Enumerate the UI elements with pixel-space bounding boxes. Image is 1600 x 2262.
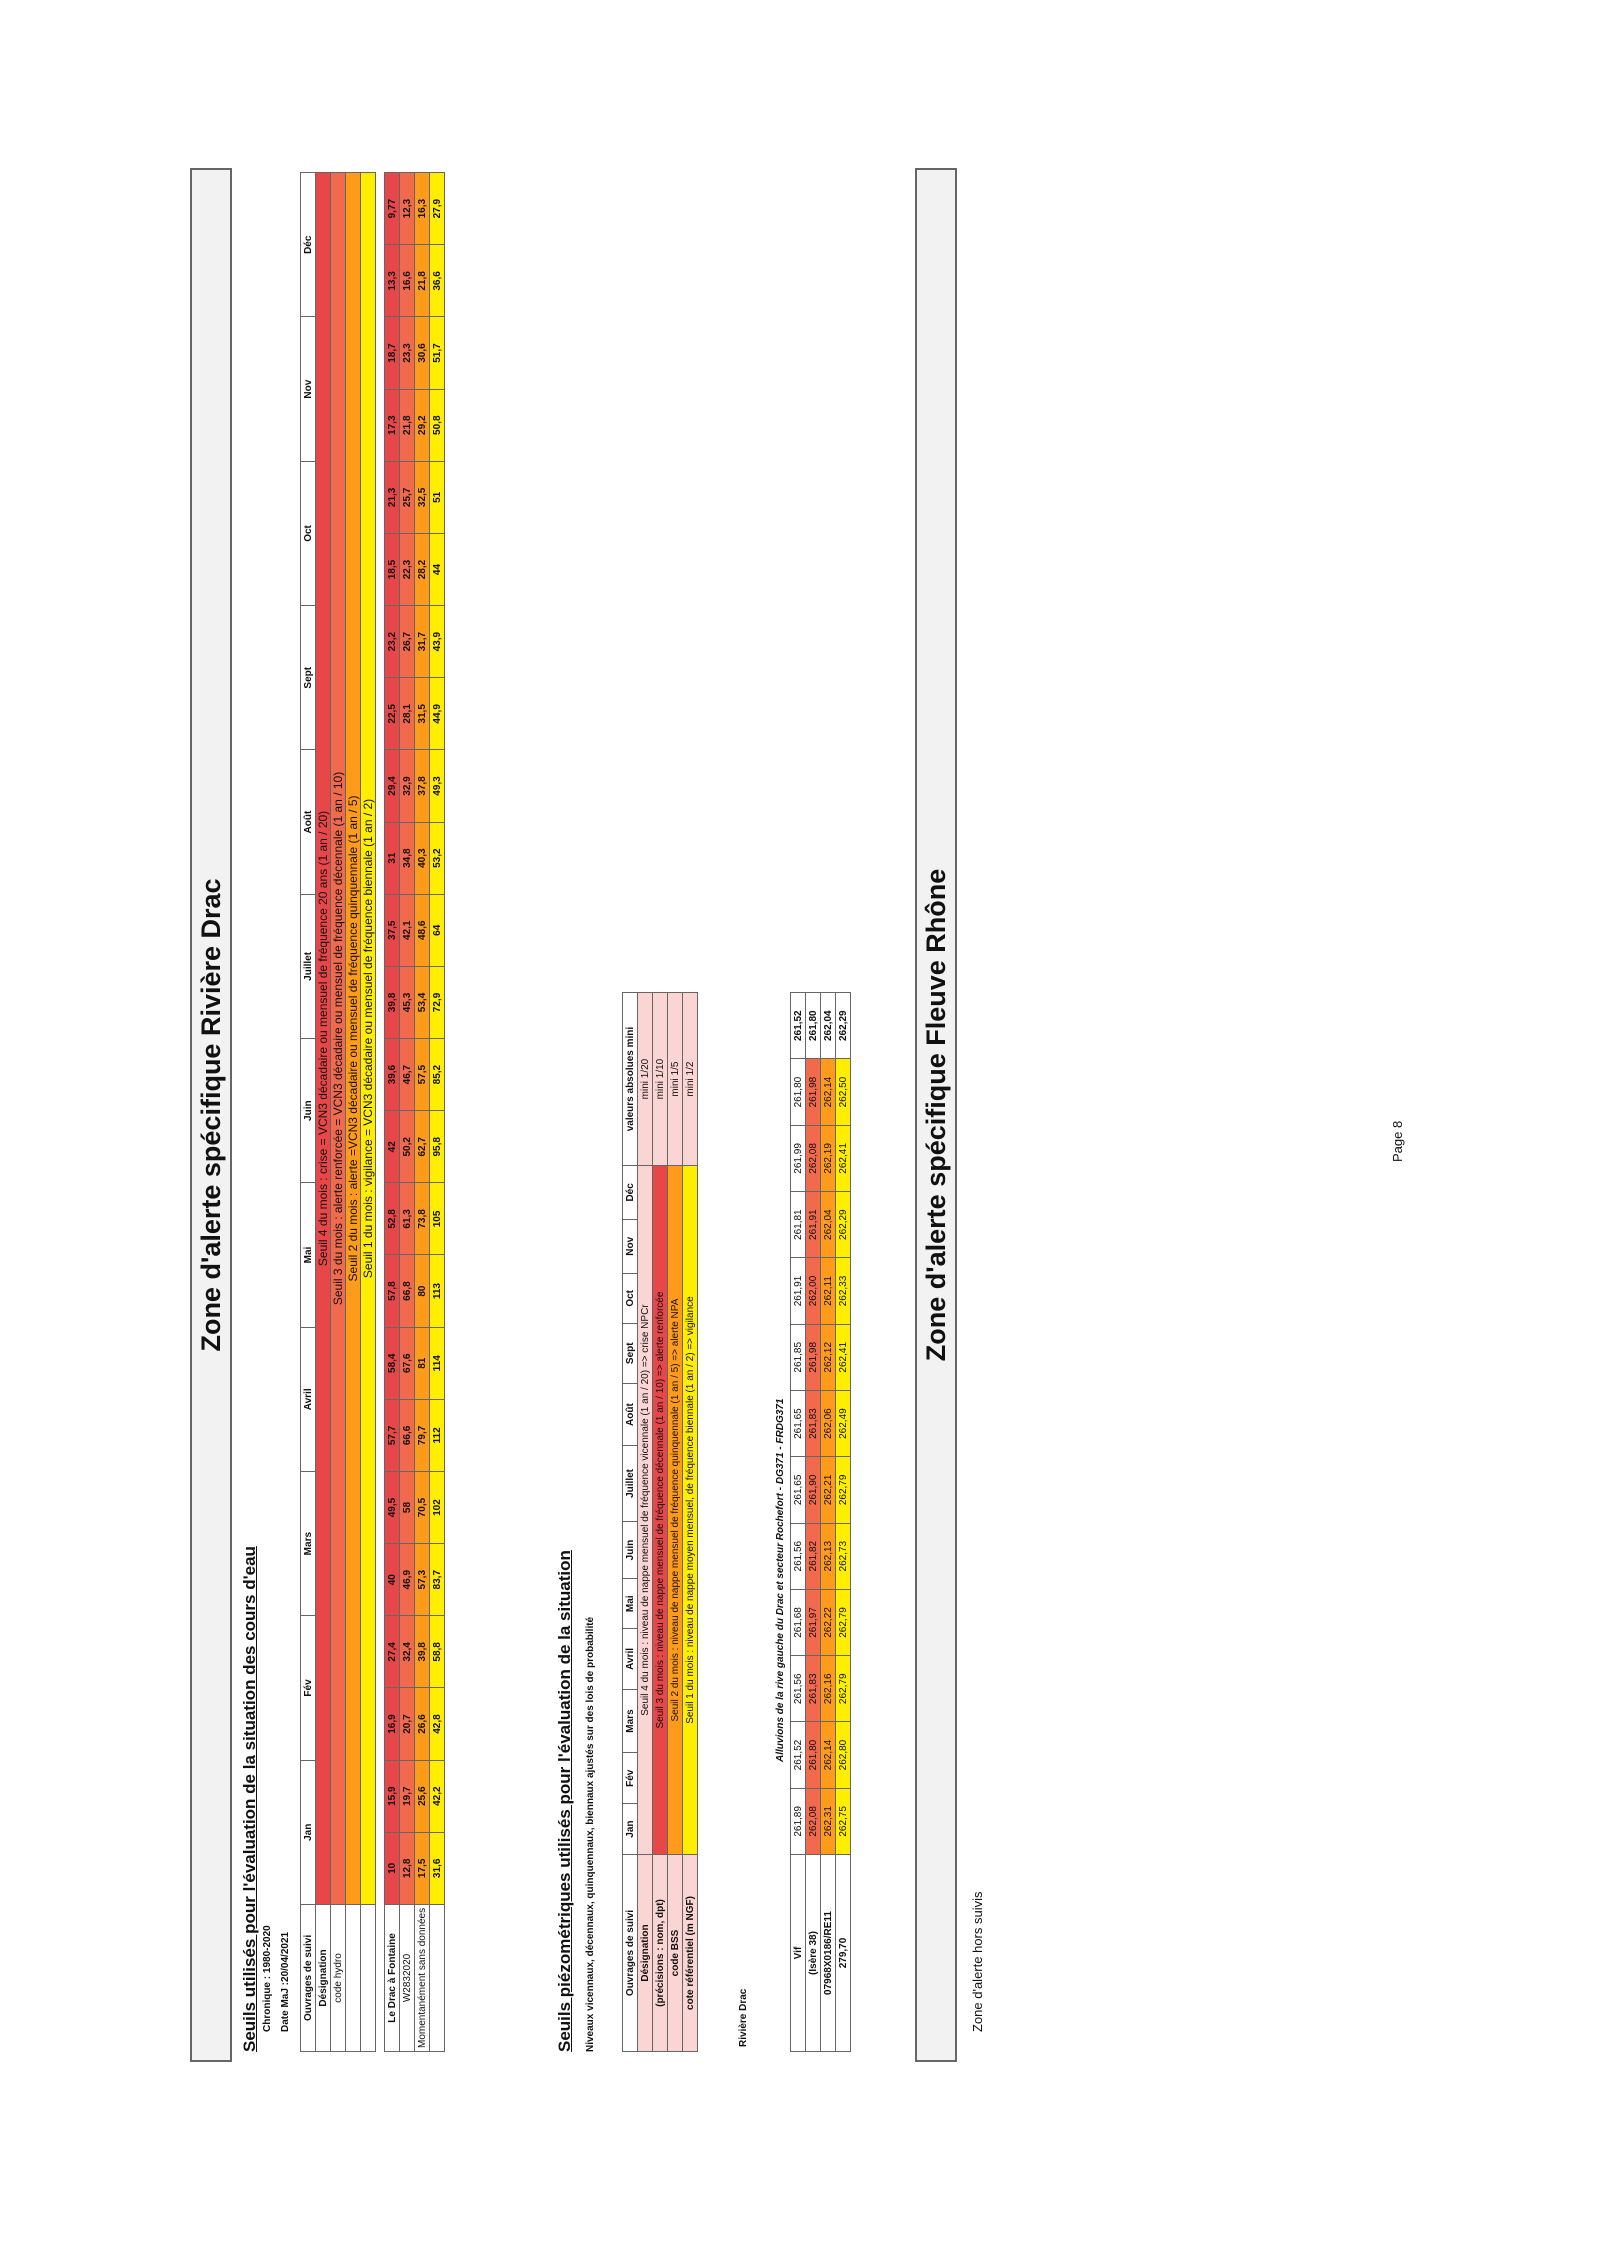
legend-label-cell: Désignation <box>316 1904 331 2051</box>
threshold-value: 30,6 <box>415 317 430 389</box>
threshold-value: 37,8 <box>415 750 430 822</box>
threshold-value: 44 <box>430 533 445 605</box>
threshold-value: 32,5 <box>415 461 430 533</box>
piezo-value: 262,08 <box>806 1125 821 1191</box>
threshold-value: 39,8 <box>385 966 400 1038</box>
piezo-value: 261,56 <box>791 1523 806 1589</box>
threshold-value: 39,6 <box>385 1039 400 1111</box>
threshold-value: 79,7 <box>415 1399 430 1471</box>
month-header: Fév <box>301 1616 316 1760</box>
piezo-heading: Seuils piézométriques utilisés pour l'évaluation de la situation <box>555 1550 574 2052</box>
piezo-value: 261,81 <box>791 1192 806 1258</box>
legend-abs: mini 1/10 <box>653 993 668 1166</box>
month-header: Mars <box>623 1689 638 1753</box>
station-cell: 07968X0186/RE11 <box>821 1855 836 2052</box>
piezo-legend-row <box>683 993 698 2052</box>
abs-value: 262,04 <box>821 993 836 1059</box>
abs-value: 262,29 <box>836 993 851 1059</box>
threshold-value: 72,9 <box>430 966 445 1038</box>
piezo-value: 261,80 <box>791 1059 806 1125</box>
piezo-value: 261,83 <box>806 1656 821 1722</box>
piezo-value: 261,99 <box>791 1125 806 1191</box>
legend-text: Seuil 3 du mois : alerte renforcée = VCN3 décadaire ou mensuel de fréquence décennale (1 an / 10) <box>331 173 346 1905</box>
threshold-value: 42,8 <box>430 1688 445 1760</box>
threshold-value: 80 <box>415 1255 430 1327</box>
legend-label-cell: cote référentiel (m NGF) <box>683 1855 698 2052</box>
threshold-value: 28,2 <box>415 533 430 605</box>
hydro-data-row <box>385 173 400 2052</box>
threshold-value: 95,8 <box>430 1111 445 1183</box>
threshold-value: 40 <box>385 1544 400 1616</box>
station-cell <box>430 1904 445 2051</box>
threshold-value: 50,8 <box>430 389 445 461</box>
threshold-value: 12,3 <box>400 173 415 245</box>
threshold-value: 44,9 <box>430 678 445 750</box>
threshold-value: 43,9 <box>430 606 445 678</box>
threshold-value: 42,1 <box>400 894 415 966</box>
threshold-value: 28,1 <box>400 678 415 750</box>
piezo-value: 262,14 <box>821 1059 836 1125</box>
threshold-value: 66,6 <box>400 1399 415 1471</box>
piezo-header-row <box>623 993 638 2052</box>
threshold-value: 34,8 <box>400 822 415 894</box>
threshold-value: 31,5 <box>415 678 430 750</box>
threshold-value: 73,8 <box>415 1183 430 1255</box>
piezo-value: 261,80 <box>806 1722 821 1788</box>
threshold-value: 58,8 <box>430 1616 445 1688</box>
threshold-value: 15,9 <box>385 1760 400 1832</box>
threshold-value: 17,5 <box>415 1832 430 1904</box>
threshold-value: 53,2 <box>430 822 445 894</box>
legend-label-cell: code hydro <box>331 1904 346 2051</box>
page-number: Page 8 <box>1390 1120 1405 1162</box>
hydro-heading: Seuils utilisés pour l'évaluation de la situation des cours d'eau <box>240 1546 259 2052</box>
piezo-value: 262,21 <box>821 1457 836 1523</box>
legend-abs: mini 1/2 <box>683 993 698 1166</box>
threshold-value: 42 <box>385 1111 400 1183</box>
piezo-value: 262,22 <box>821 1589 836 1655</box>
piezo-data-row <box>836 993 851 2052</box>
piezo-value: 261,82 <box>806 1523 821 1589</box>
month-header: Oct <box>301 461 316 605</box>
month-header: Nov <box>301 317 316 461</box>
piezo-value: 261,97 <box>806 1589 821 1655</box>
threshold-value: 16,9 <box>385 1688 400 1760</box>
col-abs: valeurs absolues mini <box>623 993 638 1166</box>
threshold-value: 23,2 <box>385 606 400 678</box>
hydro-legend-row <box>316 173 331 2052</box>
piezo-data-row <box>791 993 806 2052</box>
threshold-value: 16,3 <box>415 173 430 245</box>
threshold-value: 85,2 <box>430 1039 445 1111</box>
month-header: Juin <box>301 1039 316 1183</box>
piezo-value: 262,14 <box>821 1722 836 1788</box>
month-header: Sept <box>623 1323 638 1383</box>
legend-label-cell <box>361 1904 376 2051</box>
hydro-header-row <box>301 173 316 2052</box>
hydro-data-row <box>430 173 445 2052</box>
threshold-value: 31 <box>385 822 400 894</box>
threshold-value: 9,77 <box>385 173 400 245</box>
threshold-value: 12,8 <box>400 1832 415 1904</box>
threshold-value: 58 <box>400 1471 415 1543</box>
threshold-value: 18,5 <box>385 533 400 605</box>
threshold-value: 45,3 <box>400 966 415 1038</box>
legend-label-cell: (précisions : nom, dpt) <box>653 1855 668 2052</box>
abs-value: 261,80 <box>806 993 821 1059</box>
legend-abs: mini 1/20 <box>638 993 653 1166</box>
threshold-value: 81 <box>415 1327 430 1399</box>
threshold-value: 27,4 <box>385 1616 400 1688</box>
threshold-value: 40,3 <box>415 822 430 894</box>
threshold-value: 25,6 <box>415 1760 430 1832</box>
threshold-value: 83,7 <box>430 1544 445 1616</box>
threshold-value: 32,4 <box>400 1616 415 1688</box>
month-header: Avril <box>623 1629 638 1690</box>
piezo-data-row <box>821 993 836 2052</box>
piezo-value: 262,80 <box>836 1722 851 1788</box>
piezo-legend-row <box>638 993 653 2052</box>
piezo-value: 261,98 <box>806 1324 821 1390</box>
threshold-value: 52,8 <box>385 1183 400 1255</box>
col-ouvrages: Ouvrages de suivi <box>301 1904 316 2051</box>
piezo-value: 262,19 <box>821 1125 836 1191</box>
threshold-value: 29,4 <box>385 750 400 822</box>
hydro-legend-row <box>331 173 346 2052</box>
legend-text: Seuil 1 du mois : vigilance = VCN3 décadaire ou mensuel de fréquence biennale (1 an / 2) <box>361 173 376 1905</box>
threshold-value: 114 <box>430 1327 445 1399</box>
station-cell: W2832020 <box>400 1904 415 2051</box>
threshold-value: 16,6 <box>400 245 415 317</box>
legend-abs: mini 1/5 <box>668 993 683 1166</box>
piezo-value: 262,41 <box>836 1324 851 1390</box>
hydro-legend-row <box>346 173 361 2052</box>
legend-label-cell <box>346 1904 361 2051</box>
hydro-legend-row <box>361 173 376 2052</box>
legend-text: Seuil 1 du mois : niveau de nappe moyen mensuel, de fréquence biennale (1 an / 2) => vigilance <box>683 1166 698 1855</box>
threshold-value: 31,7 <box>415 606 430 678</box>
piezo-value: 262,11 <box>821 1258 836 1324</box>
threshold-value: 21,3 <box>385 461 400 533</box>
month-header: Sept <box>301 606 316 750</box>
legend-text: Seuil 4 du mois : crise = VCN3 décadaire ou mensuel de fréquence 20 ans (1 an / 20) <box>316 173 331 1905</box>
month-header: Mars <box>301 1471 316 1615</box>
piezo-value: 261,91 <box>791 1258 806 1324</box>
threshold-value: 64 <box>430 894 445 966</box>
threshold-value: 113 <box>430 1255 445 1327</box>
threshold-value: 102 <box>430 1471 445 1543</box>
spacer-cell <box>376 173 385 2052</box>
piezo-value: 262,00 <box>806 1258 821 1324</box>
piezo-value: 262,12 <box>821 1324 836 1390</box>
threshold-value: 58,4 <box>385 1327 400 1399</box>
threshold-value: 18,7 <box>385 317 400 389</box>
piezo-data-table <box>790 992 851 2052</box>
month-header: Mai <box>301 1183 316 1327</box>
station-cell: Le Drac à Fontaine <box>385 1904 400 2051</box>
title-rhone: Zone d'alerte spécifique Fleuve Rhône <box>915 168 957 2062</box>
hydro-data-row <box>400 173 415 2052</box>
station-cell: 279,70 <box>836 1855 851 2052</box>
hydro-threshold-table <box>300 172 445 2052</box>
threshold-value: 61,3 <box>400 1183 415 1255</box>
piezo-value: 262,75 <box>836 1788 851 1854</box>
piezo-value: 261,90 <box>806 1457 821 1523</box>
piezo-value: 262,79 <box>836 1457 851 1523</box>
piezo-subheading: Niveaux vicennaux, décennaux, quinquennaux, biennaux ajustés sur des lois de probabilité <box>585 1616 596 2052</box>
month-header: Mai <box>623 1579 638 1629</box>
piezo-value: 262,13 <box>821 1523 836 1589</box>
piezo-value: 262,33 <box>836 1258 851 1324</box>
threshold-value: 53,4 <box>415 966 430 1038</box>
threshold-value: 10 <box>385 1832 400 1904</box>
threshold-value: 22,3 <box>400 533 415 605</box>
threshold-value: 57,7 <box>385 1399 400 1471</box>
piezo-value: 261,52 <box>791 1722 806 1788</box>
legend-text: Seuil 2 du mois : alerte =VCN3 décadaire ou mensuel de fréquence quinquennale (1 an / 5) <box>346 173 361 1905</box>
chronique: Chronique : 1980-2020 <box>262 1925 273 2032</box>
piezo-value: 262,41 <box>836 1125 851 1191</box>
legend-text: Seuil 4 du mois : niveau de nappe mensuel de fréquence vicennale (1 an / 20) => crise NPCr <box>638 1166 653 1855</box>
piezo-value: 262,79 <box>836 1656 851 1722</box>
date-maj: Date MaJ :20/04/2021 <box>280 1931 291 2032</box>
piezo-value: 261,65 <box>791 1457 806 1523</box>
piezo-value: 261,83 <box>806 1390 821 1456</box>
threshold-value: 31,6 <box>430 1832 445 1904</box>
legend-text: Seuil 2 du mois : niveau de nappe mensuel de fréquence quinquennale (1 an / 5) => alerte NPA <box>668 1166 683 1855</box>
month-header: Déc <box>623 1166 638 1220</box>
threshold-value: 13,3 <box>385 245 400 317</box>
threshold-value: 57,5 <box>415 1039 430 1111</box>
month-header: Déc <box>301 173 316 317</box>
station-cell: Momentanément sans données <box>415 1904 430 2051</box>
threshold-value: 46,9 <box>400 1544 415 1616</box>
threshold-value: 37,5 <box>385 894 400 966</box>
month-header: Fév <box>623 1753 638 1804</box>
threshold-value: 23,3 <box>400 317 415 389</box>
hors-suivis: Zone d'alerte hors suivis <box>970 1891 985 2032</box>
threshold-value: 32,9 <box>400 750 415 822</box>
piezo-value: 261,89 <box>791 1788 806 1854</box>
month-header: Juin <box>623 1521 638 1579</box>
threshold-value: 36,6 <box>430 245 445 317</box>
threshold-value: 20,7 <box>400 1688 415 1760</box>
threshold-value: 49,3 <box>430 750 445 822</box>
piezo-legend-row <box>653 993 668 2052</box>
piezo-value: 262,50 <box>836 1059 851 1125</box>
piezo-value: 261,85 <box>791 1324 806 1390</box>
piezo-value: 261,65 <box>791 1390 806 1456</box>
threshold-value: 26,6 <box>415 1688 430 1760</box>
zone-label: Rivière Drac <box>738 1988 749 2047</box>
threshold-value: 42,2 <box>430 1760 445 1832</box>
col-ouvrages-piezo: Ouvrages de suivi <box>623 1855 638 2052</box>
piezo-value: 262,49 <box>836 1390 851 1456</box>
month-header: Jan <box>623 1804 638 1855</box>
month-header: Juillet <box>623 1446 638 1521</box>
piezo-value: 262,06 <box>821 1390 836 1456</box>
piezo-data-row <box>806 993 821 2052</box>
threshold-value: 17,3 <box>385 389 400 461</box>
month-header: Août <box>301 750 316 894</box>
threshold-value: 70,5 <box>415 1471 430 1543</box>
threshold-value: 39,8 <box>415 1616 430 1688</box>
legend-label-cell: Désignation <box>638 1855 653 2052</box>
threshold-value: 67,6 <box>400 1327 415 1399</box>
aquifer-label: Alluvions de la rive gauche du Drac et secteur Rochefort - DG371 - FRDG371 <box>775 1398 786 1762</box>
month-header: Juillet <box>301 894 316 1038</box>
station-cell: (Isère 38) <box>806 1855 821 2052</box>
abs-value: 261,52 <box>791 993 806 1059</box>
title-drac: Zone d'alerte spécifique Rivière Drac <box>190 168 232 2062</box>
threshold-value: 21,8 <box>400 389 415 461</box>
hydro-data-row <box>415 173 430 2052</box>
threshold-value: 48,6 <box>415 894 430 966</box>
piezo-value: 262,31 <box>821 1788 836 1854</box>
threshold-value: 51 <box>430 461 445 533</box>
threshold-value: 46,7 <box>400 1039 415 1111</box>
spacer-row <box>376 173 385 2052</box>
piezo-value: 262,79 <box>836 1589 851 1655</box>
threshold-value: 26,7 <box>400 606 415 678</box>
threshold-value: 25,7 <box>400 461 415 533</box>
piezo-value: 262,08 <box>806 1788 821 1854</box>
piezo-value: 261,56 <box>791 1656 806 1722</box>
threshold-value: 22,5 <box>385 678 400 750</box>
threshold-value: 62,7 <box>415 1111 430 1183</box>
legend-text: Seuil 3 du mois : niveau de nappe mensuel de fréquence décennale (1 an / 10) => alerte renforcée <box>653 1166 668 1855</box>
threshold-value: 105 <box>430 1183 445 1255</box>
piezo-legend-table <box>622 992 698 2052</box>
piezo-value: 262,04 <box>821 1192 836 1258</box>
month-header: Nov <box>623 1219 638 1273</box>
threshold-value: 51,7 <box>430 317 445 389</box>
piezo-value: 262,29 <box>836 1192 851 1258</box>
threshold-value: 19,7 <box>400 1760 415 1832</box>
piezo-value: 261,98 <box>806 1059 821 1125</box>
month-header: Jan <box>301 1760 316 1904</box>
piezo-value: 261,68 <box>791 1589 806 1655</box>
station-cell: Vif <box>791 1855 806 2052</box>
threshold-value: 27,9 <box>430 173 445 245</box>
piezo-value: 261,91 <box>806 1192 821 1258</box>
threshold-value: 57,3 <box>415 1544 430 1616</box>
threshold-value: 112 <box>430 1399 445 1471</box>
threshold-value: 50,2 <box>400 1111 415 1183</box>
month-header: Avril <box>301 1327 316 1471</box>
piezo-value: 262,73 <box>836 1523 851 1589</box>
threshold-value: 29,2 <box>415 389 430 461</box>
threshold-value: 21,8 <box>415 245 430 317</box>
threshold-value: 49,5 <box>385 1471 400 1543</box>
threshold-value: 57,8 <box>385 1255 400 1327</box>
month-header: Août <box>623 1383 638 1445</box>
piezo-legend-row <box>668 993 683 2052</box>
piezo-value: 262,16 <box>821 1656 836 1722</box>
legend-label-cell: code BSS <box>668 1855 683 2052</box>
threshold-value: 66,8 <box>400 1255 415 1327</box>
month-header: Oct <box>623 1273 638 1323</box>
